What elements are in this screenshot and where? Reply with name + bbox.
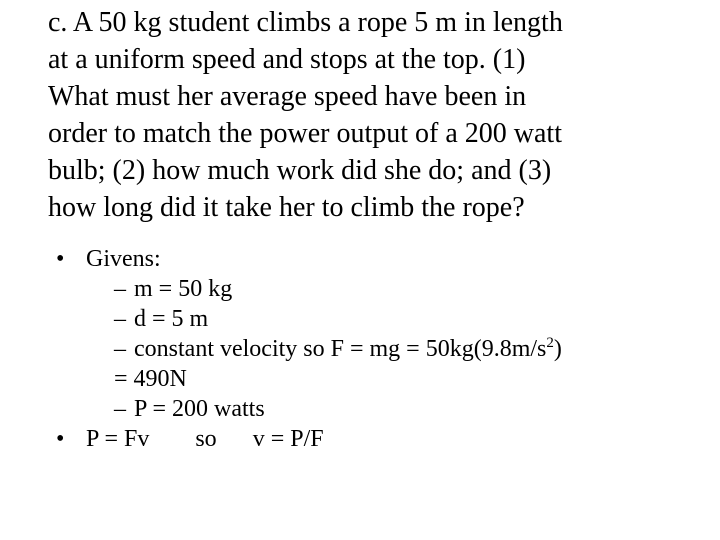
problem-line: how long did it take her to climb the rope? xyxy=(48,192,525,223)
problem-line: bulb; (2) how much work did she do; and (3) xyxy=(48,155,552,186)
formula-left: P = Fv xyxy=(86,426,150,452)
bullet-icon: • xyxy=(56,246,65,272)
list-item-velocity xyxy=(56,334,696,364)
bullet-list xyxy=(56,244,696,454)
bullet-icon: • xyxy=(56,426,65,452)
velocity-text: constant velocity so F = mg = 50kg(9.8m/s xyxy=(134,336,547,362)
force-result: = 490N xyxy=(114,366,187,392)
list-item-force-result xyxy=(56,364,696,394)
problem-line: c. A 50 kg student climbs a rope 5 m in length xyxy=(48,7,563,38)
formula-right: v = P/F xyxy=(252,426,324,452)
power-value: P = 200 watts xyxy=(134,396,265,422)
problem-line: order to match the power output of a 200 watt xyxy=(48,118,562,149)
list-item-distance xyxy=(56,304,696,334)
givens-label: Givens: xyxy=(86,246,161,272)
velocity-close: ) xyxy=(553,336,562,362)
dash-icon: – xyxy=(114,336,126,362)
dash-icon: – xyxy=(114,396,126,422)
formula-mid: so xyxy=(195,426,217,452)
list-item-formula xyxy=(56,424,696,454)
list-item-givens xyxy=(56,244,696,274)
dash-icon: – xyxy=(114,306,126,332)
velocity-exponent: 2 xyxy=(546,335,554,351)
problem-line: What must her average speed have been in xyxy=(48,81,527,112)
mass-value: m = 50 kg xyxy=(134,276,233,302)
problem-line: at a uniform speed and stops at the top. (1) xyxy=(48,44,526,75)
list-item-power xyxy=(56,394,696,424)
problem-statement xyxy=(48,4,708,226)
list-item-mass xyxy=(56,274,696,304)
dash-icon: – xyxy=(114,276,126,302)
distance-value: d = 5 m xyxy=(134,306,209,332)
